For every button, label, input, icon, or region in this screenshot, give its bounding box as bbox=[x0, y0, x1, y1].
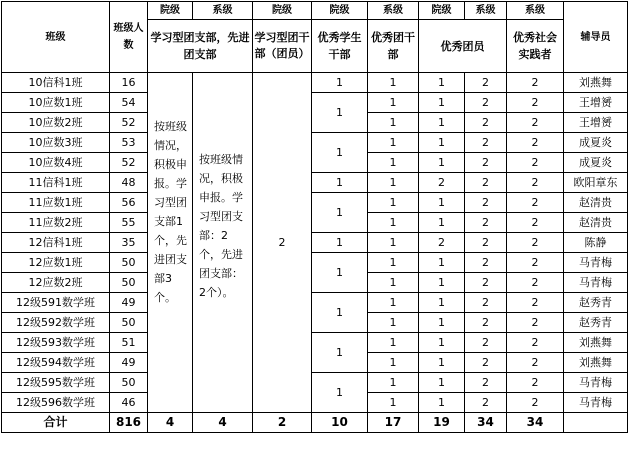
social-practice: 2 bbox=[507, 313, 564, 333]
social-practice: 2 bbox=[507, 293, 564, 313]
excellent-member-dept: 2 bbox=[465, 233, 507, 253]
excellent-league-cadre: 1 bbox=[368, 133, 419, 153]
excellent-cadre: 1 bbox=[312, 93, 368, 133]
excellent-member-college: 1 bbox=[419, 253, 465, 273]
counselor: 成夏炎 bbox=[564, 153, 628, 173]
header-row-levels bbox=[2, 2, 628, 20]
totals-label: 合计 bbox=[2, 413, 110, 433]
excellent-cadre: 1 bbox=[312, 73, 368, 93]
excellent-league-cadre: 1 bbox=[368, 313, 419, 333]
excellent-member-college: 2 bbox=[419, 173, 465, 193]
excellent-member-college: 1 bbox=[419, 313, 465, 333]
level-label: 系级 bbox=[193, 2, 253, 20]
counselor: 赵秀青 bbox=[564, 313, 628, 333]
excellent-cadre: 1 bbox=[312, 173, 368, 193]
excellent-cadre: 1 bbox=[312, 373, 368, 413]
excellent-league-cadre: 1 bbox=[368, 233, 419, 253]
excellent-cadre: 1 bbox=[312, 333, 368, 373]
class-name: 12信科1班 bbox=[2, 233, 110, 253]
class-name: 12级596数学班 bbox=[2, 393, 110, 413]
class-size: 55 bbox=[110, 213, 148, 233]
award-allocation-table bbox=[1, 1, 628, 433]
excellent-league-cadre: 1 bbox=[368, 173, 419, 193]
excellent-league-cadre: 1 bbox=[368, 93, 419, 113]
excellent-member-college: 1 bbox=[419, 113, 465, 133]
excellent-member-college: 2 bbox=[419, 233, 465, 253]
counselor: 赵清贵 bbox=[564, 213, 628, 233]
class-size: 53 bbox=[110, 133, 148, 153]
social-practice: 2 bbox=[507, 173, 564, 193]
excellent-league-cadre: 1 bbox=[368, 353, 419, 373]
table-row bbox=[2, 93, 628, 113]
table-row bbox=[2, 193, 628, 213]
excellent-member-dept: 2 bbox=[465, 253, 507, 273]
excellent-cadre: 1 bbox=[312, 133, 368, 173]
class-size: 52 bbox=[110, 113, 148, 133]
dept-branch-note: 按班级情况，积极申报。学习型团支部：2个，先进团支部：2个）。 bbox=[193, 73, 253, 413]
totals-row bbox=[2, 413, 628, 433]
excellent-member-college: 1 bbox=[419, 133, 465, 153]
class-size: 50 bbox=[110, 373, 148, 393]
excellent-member-college: 1 bbox=[419, 273, 465, 293]
excellent-league-cadre: 1 bbox=[368, 373, 419, 393]
excellent-member-college: 1 bbox=[419, 193, 465, 213]
level-label: 系级 bbox=[368, 2, 419, 20]
totals-social-practice: 34 bbox=[507, 413, 564, 433]
class-size: 54 bbox=[110, 93, 148, 113]
totals-learning-cadre: 2 bbox=[253, 413, 312, 433]
excellent-member-dept: 2 bbox=[465, 333, 507, 353]
excellent-member-college: 1 bbox=[419, 73, 465, 93]
counselor: 刘燕舞 bbox=[564, 353, 628, 373]
class-size: 51 bbox=[110, 333, 148, 353]
social-practice: 2 bbox=[507, 393, 564, 413]
header-social-practice: 优秀社会实践者 bbox=[507, 20, 564, 73]
social-practice: 2 bbox=[507, 373, 564, 393]
class-size: 46 bbox=[110, 393, 148, 413]
excellent-member-dept: 2 bbox=[465, 393, 507, 413]
totals-excellent-league-cadre: 17 bbox=[368, 413, 419, 433]
level-label: 院级 bbox=[312, 2, 368, 20]
counselor: 王增赟 bbox=[564, 93, 628, 113]
counselor: 王增赟 bbox=[564, 113, 628, 133]
excellent-league-cadre: 1 bbox=[368, 213, 419, 233]
excellent-member-dept: 2 bbox=[465, 133, 507, 153]
class-size: 35 bbox=[110, 233, 148, 253]
counselor: 陈静 bbox=[564, 233, 628, 253]
class-size: 50 bbox=[110, 253, 148, 273]
class-name: 11应数2班 bbox=[2, 213, 110, 233]
header-excellent-league-cadre: 优秀团干部 bbox=[368, 20, 419, 73]
class-size: 56 bbox=[110, 193, 148, 213]
excellent-league-cadre: 1 bbox=[368, 113, 419, 133]
class-size: 16 bbox=[110, 73, 148, 93]
excellent-member-dept: 2 bbox=[465, 93, 507, 113]
excellent-member-dept: 2 bbox=[465, 213, 507, 233]
excellent-member-dept: 2 bbox=[465, 353, 507, 373]
excellent-league-cadre: 1 bbox=[368, 193, 419, 213]
header-count: 班级人数 bbox=[110, 2, 148, 73]
table-row bbox=[2, 73, 628, 93]
class-size: 50 bbox=[110, 273, 148, 293]
counselor: 刘燕舞 bbox=[564, 333, 628, 353]
table-row bbox=[2, 133, 628, 153]
counselor: 赵清贵 bbox=[564, 193, 628, 213]
header-class: 班级 bbox=[2, 2, 110, 73]
excellent-member-college: 1 bbox=[419, 353, 465, 373]
counselor: 欧阳章东 bbox=[564, 173, 628, 193]
class-name: 12应数2班 bbox=[2, 273, 110, 293]
excellent-member-dept: 2 bbox=[465, 153, 507, 173]
excellent-member-dept: 2 bbox=[465, 193, 507, 213]
class-size: 48 bbox=[110, 173, 148, 193]
excellent-member-dept: 2 bbox=[465, 273, 507, 293]
class-size: 49 bbox=[110, 353, 148, 373]
header-counselor: 辅导员 bbox=[564, 2, 628, 73]
counselor: 马青梅 bbox=[564, 393, 628, 413]
table-row bbox=[2, 233, 628, 253]
social-practice: 2 bbox=[507, 233, 564, 253]
social-practice: 2 bbox=[507, 73, 564, 93]
table-row bbox=[2, 173, 628, 193]
table-row bbox=[2, 333, 628, 353]
social-practice: 2 bbox=[507, 333, 564, 353]
excellent-league-cadre: 1 bbox=[368, 273, 419, 293]
excellent-cadre: 1 bbox=[312, 293, 368, 333]
totals-count: 816 bbox=[110, 413, 148, 433]
social-practice: 2 bbox=[507, 113, 564, 133]
class-name: 10应数2班 bbox=[2, 113, 110, 133]
excellent-member-dept: 2 bbox=[465, 373, 507, 393]
excellent-league-cadre: 1 bbox=[368, 253, 419, 273]
excellent-cadre: 1 bbox=[312, 253, 368, 293]
counselor: 赵秀青 bbox=[564, 293, 628, 313]
class-name: 10应数4班 bbox=[2, 153, 110, 173]
class-name: 12级591数学班 bbox=[2, 293, 110, 313]
excellent-member-college: 1 bbox=[419, 93, 465, 113]
excellent-league-cadre: 1 bbox=[368, 293, 419, 313]
level-label: 系级 bbox=[507, 2, 564, 20]
header-excellent-cadre: 优秀学生干部 bbox=[312, 20, 368, 73]
level-label: 院级 bbox=[419, 2, 465, 20]
excellent-member-college: 1 bbox=[419, 393, 465, 413]
table-row bbox=[2, 373, 628, 393]
class-size: 49 bbox=[110, 293, 148, 313]
class-name: 11应数1班 bbox=[2, 193, 110, 213]
class-name: 12级592数学班 bbox=[2, 313, 110, 333]
excellent-member-college: 1 bbox=[419, 153, 465, 173]
class-name: 10应数3班 bbox=[2, 133, 110, 153]
table-row bbox=[2, 253, 628, 273]
excellent-member-college: 1 bbox=[419, 373, 465, 393]
class-name: 12应数1班 bbox=[2, 253, 110, 273]
excellent-league-cadre: 1 bbox=[368, 333, 419, 353]
social-practice: 2 bbox=[507, 353, 564, 373]
class-name: 10信科1班 bbox=[2, 73, 110, 93]
counselor: 马青梅 bbox=[564, 373, 628, 393]
social-practice: 2 bbox=[507, 133, 564, 153]
excellent-member-dept: 2 bbox=[465, 293, 507, 313]
level-label: 院级 bbox=[253, 2, 312, 20]
excellent-league-cadre: 1 bbox=[368, 73, 419, 93]
excellent-league-cadre: 1 bbox=[368, 393, 419, 413]
excellent-member-college: 1 bbox=[419, 333, 465, 353]
counselor: 刘燕舞 bbox=[564, 73, 628, 93]
social-practice: 2 bbox=[507, 253, 564, 273]
class-name: 11信科1班 bbox=[2, 173, 110, 193]
totals-excellent-cadre: 10 bbox=[312, 413, 368, 433]
level-label: 院级 bbox=[148, 2, 193, 20]
excellent-cadre: 1 bbox=[312, 233, 368, 253]
class-name: 12级595数学班 bbox=[2, 373, 110, 393]
excellent-member-college: 1 bbox=[419, 293, 465, 313]
excellent-member-dept: 2 bbox=[465, 313, 507, 333]
counselor: 马青梅 bbox=[564, 273, 628, 293]
social-practice: 2 bbox=[507, 193, 564, 213]
level-label: 系级 bbox=[465, 2, 507, 20]
totals-college-branch: 4 bbox=[148, 413, 193, 433]
totals-dept-branch: 4 bbox=[193, 413, 253, 433]
learning-cadre-value: 2 bbox=[253, 73, 312, 413]
social-practice: 2 bbox=[507, 93, 564, 113]
social-practice: 2 bbox=[507, 153, 564, 173]
totals-excellent-member-college: 19 bbox=[419, 413, 465, 433]
social-practice: 2 bbox=[507, 273, 564, 293]
excellent-member-dept: 2 bbox=[465, 113, 507, 133]
excellent-member-dept: 2 bbox=[465, 73, 507, 93]
counselor: 马青梅 bbox=[564, 253, 628, 273]
excellent-member-college: 1 bbox=[419, 213, 465, 233]
header-excellent-member: 优秀团员 bbox=[419, 20, 507, 73]
class-name: 10应数1班 bbox=[2, 93, 110, 113]
social-practice: 2 bbox=[507, 213, 564, 233]
excellent-member-dept: 2 bbox=[465, 173, 507, 193]
header-learning-cadre: 学习型团干部（团员） bbox=[253, 20, 312, 73]
college-branch-note: 按班级情况，积极申报。学习型团支部1个，先进团支部3个。 bbox=[148, 73, 193, 413]
excellent-league-cadre: 1 bbox=[368, 153, 419, 173]
totals-excellent-member-dept: 34 bbox=[465, 413, 507, 433]
counselor: 成夏炎 bbox=[564, 133, 628, 153]
class-size: 50 bbox=[110, 313, 148, 333]
header-learning-branch: 学习型团支部，先进团支部 bbox=[148, 20, 253, 73]
class-name: 12级594数学班 bbox=[2, 353, 110, 373]
totals-counselor bbox=[564, 413, 628, 433]
class-size: 52 bbox=[110, 153, 148, 173]
excellent-cadre: 1 bbox=[312, 193, 368, 233]
class-name: 12级593数学班 bbox=[2, 333, 110, 353]
table-row bbox=[2, 293, 628, 313]
